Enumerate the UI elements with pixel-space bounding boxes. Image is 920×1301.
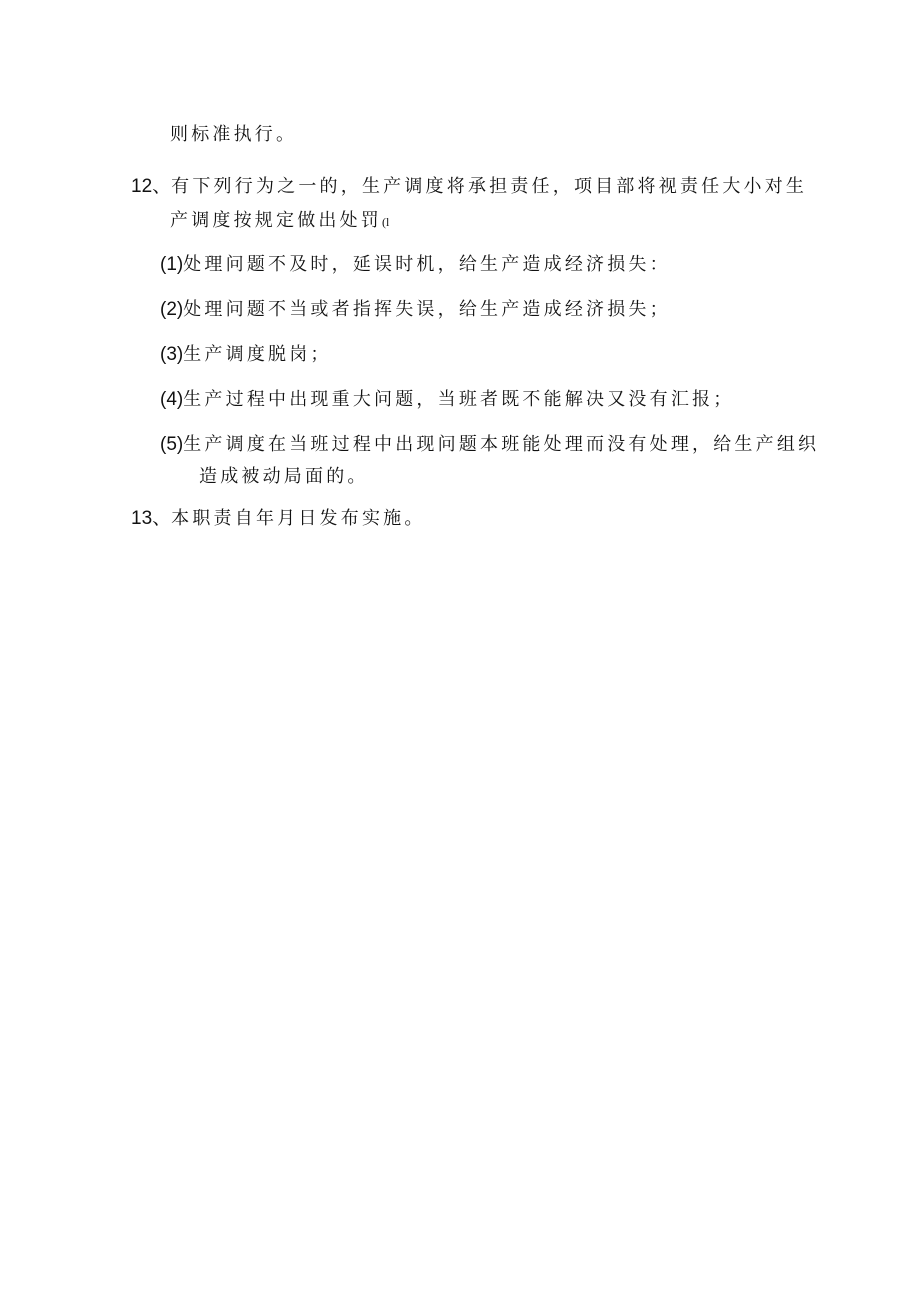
subitem-3-text: 生产调度脱岗； [183, 344, 332, 365]
subitem-1-marker: (1) [160, 254, 184, 275]
subitem-4-marker: (4) [160, 389, 184, 410]
item-12 [131, 175, 807, 199]
subitem-2-text: 处理问题不当或者指挥失误，给生产造成经济损失； [183, 299, 671, 320]
subitem-5-marker: (5) [160, 434, 184, 455]
item-12-number: 12、 [131, 176, 172, 197]
subitem-4-text: 生产过程中出现重大问题，当班者既不能解决又没有汇报； [183, 389, 735, 410]
item-12-continuation [170, 209, 389, 234]
item-13 [131, 507, 426, 531]
subitem-2 [160, 298, 671, 322]
subitem-5 [160, 433, 819, 457]
subitem-5-continuation: 造成被动局面的。 [199, 466, 369, 487]
item-13-number: 13、 [131, 508, 172, 529]
item-12-line2: 产调度按规定做出处罚 [170, 210, 382, 231]
subitem-3-marker: (3) [160, 344, 184, 365]
continuation-text: 则标准执行。 [170, 124, 298, 145]
subitem-1 [160, 253, 671, 277]
item-12-line1: 有下列行为之一的，生产调度将承担责任，项目部将视责任大小对生 [171, 176, 808, 197]
subitem-1-text: 处理问题不及时，延误时机，给生产造成经济损失： [183, 254, 671, 275]
item-13-text: 本职责自年月日发布实施。 [171, 508, 426, 529]
subitem-4 [160, 388, 734, 412]
item-12-trailing-mark: (l [382, 215, 390, 229]
subitem-2-marker: (2) [160, 299, 184, 320]
subitem-3 [160, 343, 332, 367]
subitem-5-text: 生产调度在当班过程中出现问题本班能处理而没有处理，给生产组织 [183, 434, 820, 455]
